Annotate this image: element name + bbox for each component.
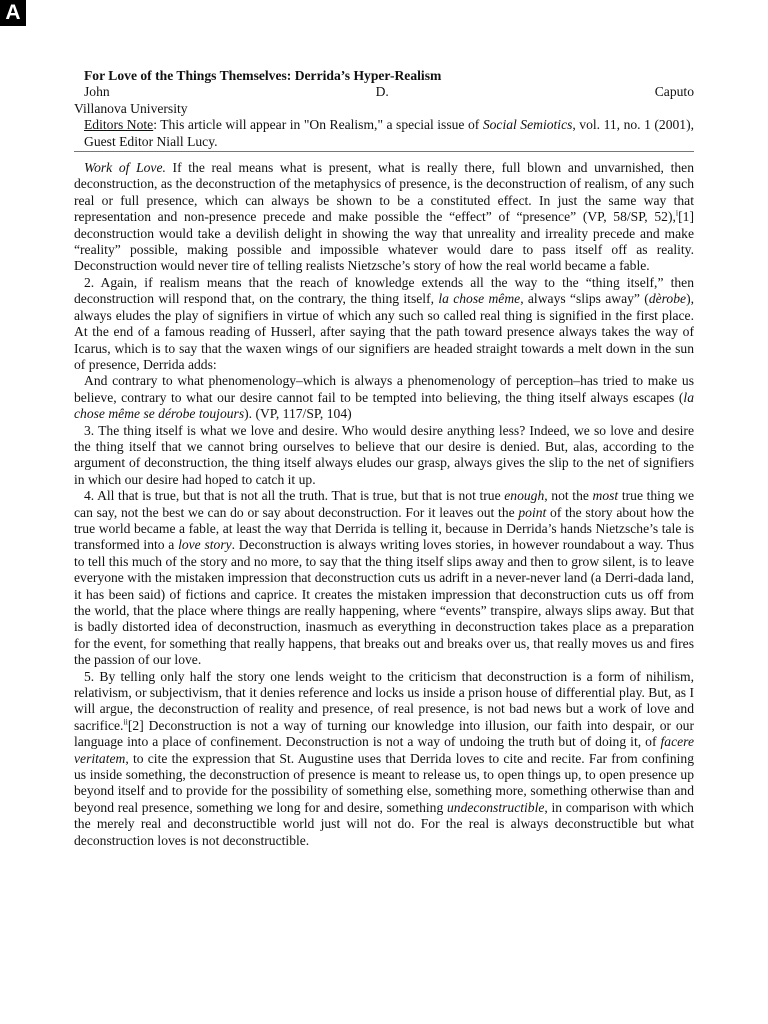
- paragraph-4-text-5: . Deconstruction is always writing loves stories, in however roundabout a way. Thus to tell this much of the story and no more, to say that the thing itself slips away and then to grow silent, is to leave everyone with the mistaken impression that deconstruction cuts us adrift in a never-never land (a Derri-dada land, it has been said) of fictions and caprice. It creates the mistaken impression that deconstruction cuts us off from the world, that the place where things are really happening, where “events” transpire, always slips away. But that is badly distorted idea of deconstruction, inasmuch as everything in deconstruction takes place as a preparation for the event, for something that really happens, that breaks out and breaks over us, that really moves us and fires the passion of our love.: [74, 537, 695, 668]
- paragraph-1-text-1: If the real means what is present, what is really there, full blown and unvarnished, then deconstruction, as the deconstruction of the metaphysics of presence, is the deconstruction of realism, of any such real or full presence, which can always be shown to be a constituted effect. In just the same way that representation and non-presence precede and make possible the “effect” of “presence” (VP, 58/SP, 52),: [74, 160, 695, 225]
- paragraph-4-italic-2: most: [592, 488, 619, 504]
- paragraph-2-italic-1: la chose même: [438, 291, 521, 307]
- editors-note: [74, 117, 694, 150]
- paragraph-1-lead: Work of Love.: [84, 160, 166, 176]
- article-title: For Love of the Things Themselves: Derrida’s Hyper-Realism: [84, 68, 442, 83]
- editors-note-text-2: , vol. 11, no. 1 (2001), Guest Editor Niall Lucy.: [84, 117, 695, 149]
- paragraph-3-number: 3.: [84, 422, 95, 438]
- paragraph-5: [74, 669, 694, 849]
- paragraph-2-italic-2: dèrobe: [648, 291, 687, 307]
- paragraph-4: [74, 488, 694, 668]
- paragraph-4-italic-1: enough: [504, 488, 545, 504]
- paragraph-5-text-3: , to cite the expression that St. Augustine uses that Derrida loves to cite and recite. Far from confining us inside something, the deconstruction of presence is meant to release us, to open things up, to open presence up beyond itself and to provide for the possibility of something else, something more, something otherwise than and beyond real presence, something we long for and desire, something: [74, 750, 694, 815]
- paragraph-4-text-3: true thing we can say, not the best we can do or say about deconstruction. For it leaves out the: [74, 488, 695, 520]
- header-divider: [74, 151, 694, 152]
- paragraph-3: [74, 423, 694, 489]
- paragraph-2-text-1: Again, if realism means that the reach of knowledge extends all the way to the “thing itself,” then deconstruction will respond that, on the contrary, the thing itself,: [74, 274, 694, 307]
- paragraph-4-number: 4.: [84, 488, 95, 504]
- paragraph-5-number: 5.: [84, 668, 95, 684]
- paragraph-5-italic-2: undeconstructible: [446, 799, 545, 815]
- endnote-ref-1: i: [675, 208, 679, 218]
- corner-badge: A: [0, 0, 26, 26]
- author-last-name: Caputo: [654, 84, 694, 100]
- document-page: [74, 68, 694, 849]
- quote-text-1: And contrary to what phenomenology–which is always a phenomenology of perception–has tried to make us believe, contrary to what our desire cannot fail to be tempted into believing, the thing itself always escapes (: [74, 373, 694, 405]
- editors-note-text-1: : This article will appear in "On Realism," a special issue of: [153, 117, 483, 133]
- quote-text-2: ). (VP, 117/SP, 104): [244, 406, 352, 422]
- paragraph-4-text-4: of the story about how the true world became a fable, at least the way that Derrida is telling it, because in Derrida’s hands Nietzsche’s tale is transformed into a: [74, 504, 694, 553]
- paragraph-2-text-2: , always “slips away” (: [520, 291, 649, 307]
- paragraph-1: [74, 160, 694, 275]
- paragraph-5-text-2: [2] Deconstruction is not a way of turning our knowledge into illusion, our faith into despair, or our language into a place of confinement. Deconstruction is not a way of undoing the truth but of doing it, of: [74, 717, 694, 750]
- quote-italic: la chose même se dérobe toujours: [74, 389, 694, 422]
- paragraph-2-text-3: ), always eludes the play of signifiers in virtue of which any such so called real thing is signified in the first place. At the end of a famous reading of Husserl, after saying that the path toward presence always takes the way of Icarus, which is to say that the waxen wings of our signifiers are headed straight towards a melt down in the sun of presence, Derrida adds:: [74, 291, 694, 372]
- endnote-ref-2: ii: [123, 717, 128, 727]
- paragraph-4-italic-3: point: [518, 504, 547, 520]
- paragraph-3-text: The thing itself is what we love and desire. Who would desire anything less? Indeed, we so love and desire the thing itself that we cannot bring ourselves to believe that our desire is denied. But, alas, according to the argument of deconstruction, the thing itself always eludes our grasp, always gives the slip to the net of signifiers in which our desire had hoped to catch it up.: [74, 422, 694, 487]
- paragraph-4-italic-4: love story: [178, 537, 232, 553]
- paragraph-5-text-1: By telling only half the story one lends weight to the criticism that deconstruction is a form of nihilism, relativism, or subjectivism, that it denies reference and locks us inside a prison house of differential play. But, as I will argue, the deconstruction of reality and presence, of real presence, is not bad news but a work of love and sacrifice.: [74, 668, 694, 733]
- paragraph-2: [74, 275, 694, 373]
- paragraph-5-italic-1: facere veritatem: [74, 734, 694, 766]
- author-middle-initial: D.: [375, 84, 389, 100]
- block-quote: [74, 373, 694, 422]
- editors-note-label: Editors Note: [84, 117, 154, 133]
- affiliation: Villanova University: [74, 100, 188, 116]
- paragraph-5-text-4: , in comparison with which the merely real and deconstructible world just will not do. For the real is always deconstructible but what deconstruction loves is not deconstructible.: [74, 799, 694, 848]
- author-first-name: John: [84, 84, 110, 100]
- editors-note-journal: Social Semiotics: [482, 117, 573, 133]
- paragraph-4-text-2: , not the: [544, 488, 593, 504]
- paragraph-1-text-2: [1] deconstruction would take a devilish delight in showing the way that unreality and irreality precede and make “reality” possible, making possible and impossible whatever would dare to pass itself off as reality. Deconstruction would never tire of telling realists Nietzsche’s story of how the real world became a fable.: [74, 209, 694, 274]
- paragraph-4-text-1: All that is true, but that is not all the truth. That is true, but that is not true: [94, 488, 505, 504]
- author-line: [74, 84, 694, 100]
- paragraph-2-number: 2.: [84, 274, 95, 290]
